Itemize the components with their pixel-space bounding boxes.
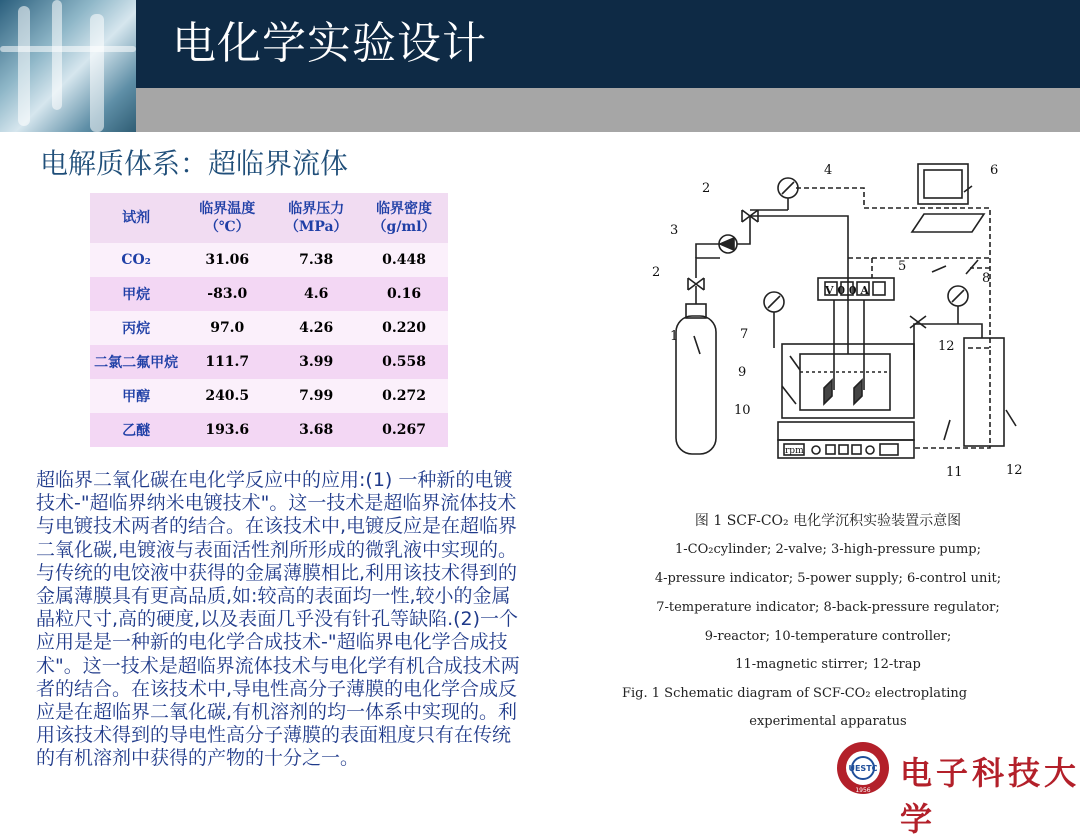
label-number: 10 bbox=[734, 403, 751, 418]
critical-density: 0.448 bbox=[360, 243, 448, 277]
critical-density: 0.220 bbox=[360, 311, 448, 345]
section-subtitle: 电解质体系：超临界流体 bbox=[40, 147, 349, 180]
caption-line: 4-pressure indicator; 5-power supply; 6-control unit; bbox=[654, 571, 1002, 586]
header-unit: （℃） bbox=[204, 219, 250, 235]
reagent-name: 甲醇 bbox=[90, 379, 182, 413]
critical-pressure: 7.38 bbox=[272, 243, 360, 277]
caption-line: 7-temperature indicator; 8-back-pressure regulator; bbox=[656, 600, 1000, 615]
trap-icon bbox=[964, 338, 1004, 446]
header-lab-image bbox=[0, 0, 136, 132]
reagent-name: 丙烷 bbox=[90, 311, 182, 345]
table-row bbox=[90, 277, 448, 311]
label-number: 5 bbox=[898, 259, 907, 274]
caption-line: 11-magnetic stirrer; 12-trap bbox=[735, 657, 921, 672]
critical-pressure: 4.6 bbox=[272, 277, 360, 311]
table-row bbox=[90, 311, 448, 345]
label-number: 7 bbox=[740, 327, 749, 342]
table-header-cell bbox=[182, 193, 272, 243]
text-line: 应用是是一种新的电化学合成技术-"超临界电化学合成技 bbox=[36, 631, 508, 654]
text-line: 者的结合。在该技术中,导电性高分子薄膜的电化学合成反 bbox=[36, 677, 518, 700]
label-number: 1 bbox=[670, 329, 679, 344]
electrode-icon bbox=[854, 380, 862, 404]
critical-temp: 193.6 bbox=[182, 413, 272, 447]
reagent-name: 甲烷 bbox=[90, 277, 182, 311]
reagent-name: 二氯二氟甲烷 bbox=[90, 345, 182, 379]
pump-icon bbox=[719, 235, 737, 253]
fig-caption-line: Fig. 1 Schematic diagram of SCF-CO₂ electroplating bbox=[622, 686, 968, 701]
reagent-name: 乙醚 bbox=[90, 413, 182, 447]
label-number: 12 bbox=[938, 339, 955, 354]
text-line: 与传统的电饺液中获得的金属薄膜相比,利用该技术得到的 bbox=[36, 561, 518, 584]
table-header-row bbox=[90, 193, 448, 243]
caption-line: 1-CO₂cylinder; 2-valve; 3-high-pressure pump; bbox=[675, 542, 981, 557]
reactor-enclosure bbox=[782, 344, 914, 418]
header-subbar bbox=[136, 88, 1080, 132]
text-line: 金属薄膜具有更高品质,如:较高的表面均一性,较小的金属 bbox=[36, 585, 511, 608]
label-number: 2 bbox=[652, 265, 661, 280]
text-line: 超临界二氧化碳在电化学反应中的应用:(1) 一种新的电镀 bbox=[36, 469, 513, 491]
electrode-icon bbox=[824, 380, 832, 404]
label-number: 4 bbox=[824, 163, 833, 178]
controller-text: rpm bbox=[785, 446, 804, 456]
reagent-name: CO₂ bbox=[90, 243, 182, 277]
critical-pressure: 4.26 bbox=[272, 311, 360, 345]
critical-temp: 31.06 bbox=[182, 243, 272, 277]
body-paragraph bbox=[36, 469, 576, 771]
critical-properties-table bbox=[90, 193, 448, 447]
critical-pressure: 3.68 bbox=[272, 413, 360, 447]
label-number: 8 bbox=[982, 271, 991, 286]
valve-icon bbox=[910, 316, 926, 328]
apparatus-diagram bbox=[628, 158, 1040, 488]
critical-temp: 111.7 bbox=[182, 345, 272, 379]
label-number: 11 bbox=[946, 465, 963, 480]
text-line: 二氧化碳,电镀液与表面活性剂所形成的微乳液中实现的。 bbox=[36, 538, 518, 561]
header-unit: （g/ml） bbox=[372, 219, 436, 235]
table-row bbox=[90, 345, 448, 379]
computer-icon bbox=[912, 164, 984, 232]
logo-text: UESTC bbox=[848, 764, 878, 773]
co2-cylinder-icon bbox=[676, 304, 716, 454]
critical-temp: 240.5 bbox=[182, 379, 272, 413]
text-line: 技术-"超临界纳米电镀技术"。这一技术是超临界流体技术 bbox=[36, 492, 517, 515]
critical-pressure: 7.99 bbox=[272, 379, 360, 413]
back-pressure-regulator-icon bbox=[948, 286, 968, 306]
page-title: 电化学实验设计 bbox=[172, 18, 487, 69]
temperature-gauge-icon bbox=[764, 292, 784, 312]
table-header-cell bbox=[90, 193, 182, 243]
critical-density: 0.558 bbox=[360, 345, 448, 379]
figure-title: 图 1 SCF-CO₂ 电化学沉积实验装置示意图 bbox=[694, 513, 962, 529]
header-unit: （MPa） bbox=[284, 219, 348, 235]
logo-year: 1956 bbox=[855, 787, 871, 794]
critical-density: 0.16 bbox=[360, 277, 448, 311]
table-header-cell bbox=[272, 193, 360, 243]
critical-density: 0.272 bbox=[360, 379, 448, 413]
text-line: 晶粒尺寸,高的硬度,以及表面几乎没有针孔等缺陷.(2)一个 bbox=[36, 608, 519, 631]
label-number: 2 bbox=[702, 181, 711, 196]
critical-pressure: 3.99 bbox=[272, 345, 360, 379]
header-label: 临界压力 bbox=[288, 201, 345, 217]
panel-text: V 0 0 A bbox=[825, 284, 869, 297]
text-line: 与电镀技术两者的结合。在该技术中,电镀反应是在超临界 bbox=[36, 515, 518, 538]
header-label: 临界温度 bbox=[199, 201, 256, 217]
table-header-cell bbox=[360, 193, 448, 243]
label-number: 12 bbox=[1006, 463, 1023, 478]
header-label: 试剂 bbox=[122, 210, 151, 226]
table-row bbox=[90, 243, 448, 277]
text-line: 术"。这一技术是超临界流体技术与电化学有机合成技术两 bbox=[36, 654, 520, 677]
caption-line: 9-reactor; 10-temperature controller; bbox=[704, 629, 952, 644]
critical-density: 0.267 bbox=[360, 413, 448, 447]
component-labels bbox=[652, 163, 1023, 480]
text-line: 的有机溶剂中获得的产物的十分之一。 bbox=[36, 747, 360, 770]
table-row bbox=[90, 379, 448, 413]
critical-temp: -83.0 bbox=[182, 277, 272, 311]
critical-temp: 97.0 bbox=[182, 311, 272, 345]
text-line: 用该技术得到的导电性高分子薄膜的表面粗度只有在传统 bbox=[36, 724, 512, 747]
university-logo-icon bbox=[835, 740, 891, 796]
label-number: 3 bbox=[670, 223, 679, 238]
fig-caption-line: experimental apparatus bbox=[749, 714, 907, 729]
header-label: 临界密度 bbox=[376, 201, 433, 217]
reactor-vessel bbox=[800, 354, 890, 410]
label-number: 9 bbox=[738, 365, 747, 380]
pressure-gauge-icon bbox=[778, 178, 798, 198]
university-name: 电子科技大学 bbox=[900, 754, 1080, 838]
label-number: 6 bbox=[990, 163, 999, 178]
table-row bbox=[90, 413, 448, 447]
text-line: 应是在超临界二氧化碳,有机溶剂的均一体系中实现的。利 bbox=[36, 701, 518, 724]
